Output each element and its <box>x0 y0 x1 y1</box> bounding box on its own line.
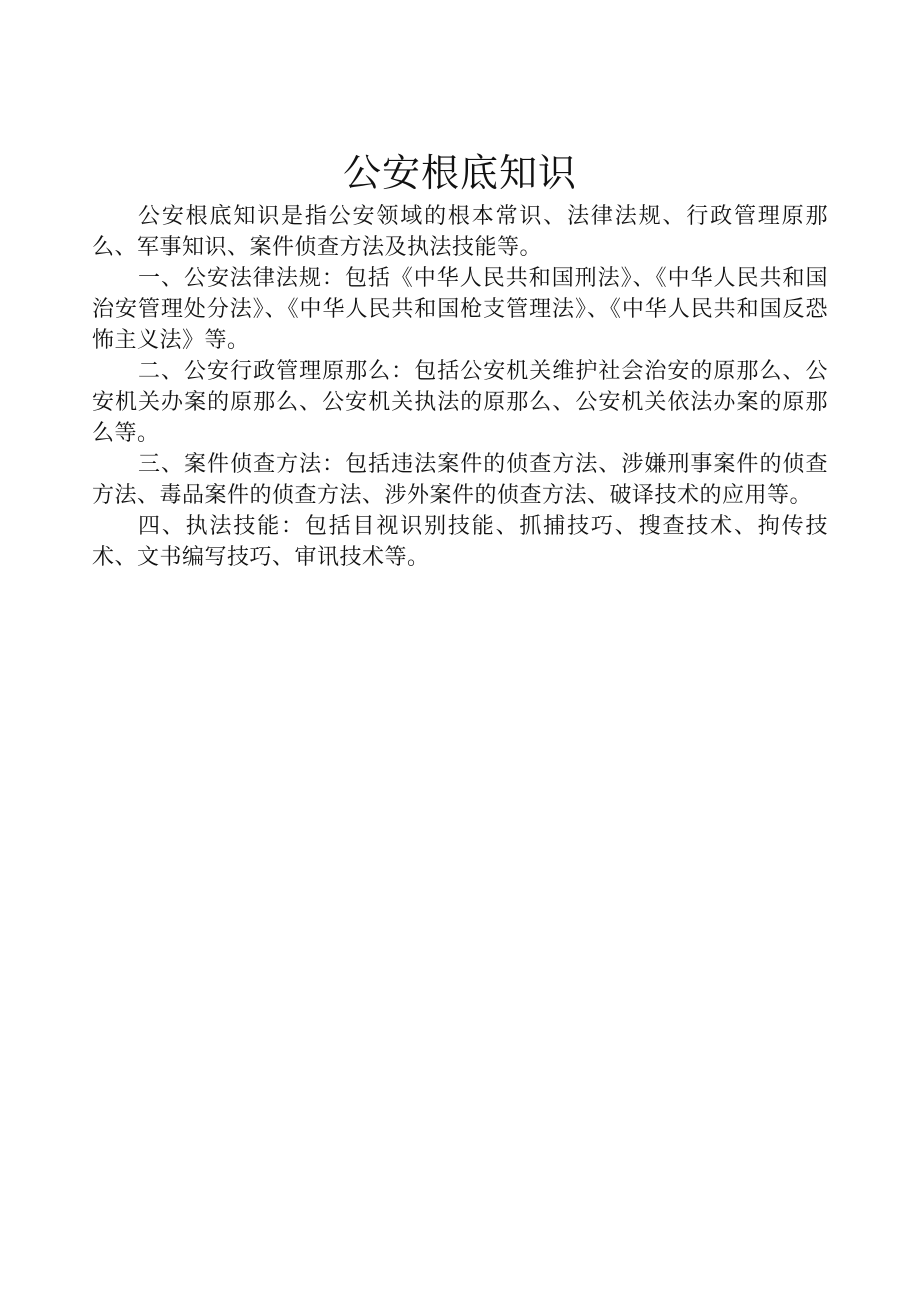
paragraph-intro: 公安根底知识是指公安领域的根本常识、法律法规、行政管理原那么、军事知识、案件侦查方法及执法技能等。 <box>92 204 828 260</box>
document-title: 公安根底知识 <box>342 151 577 195</box>
document-body <box>92 201 828 573</box>
paragraph-laws: 一、公安法律法规：包括《中华人民共和国刑法》、《中华人民共和国治安管理处分法》、《中华人民共和国枪支管理法》、《中华人民共和国反恐怖主义法》等。 <box>92 266 828 353</box>
paragraph-enforcement-skills: 四、执法技能：包括目视识别技能、抓捕技巧、搜查技术、拘传技术、文书编写技巧、审讯技术等。 <box>92 514 828 570</box>
paragraph-investigation-methods: 三、案件侦查方法：包括违法案件的侦查方法、涉嫌刑事案件的侦查方法、毒品案件的侦查方法、涉外案件的侦查方法、破译技术的应用等。 <box>92 452 828 508</box>
paragraph-admin-principles: 二、公安行政管理原那么：包括公安机关维护社会治安的原那么、公安机关办案的原那么、公安机关执法的原那么、公安机关依法办案的原那么等。 <box>92 359 828 446</box>
